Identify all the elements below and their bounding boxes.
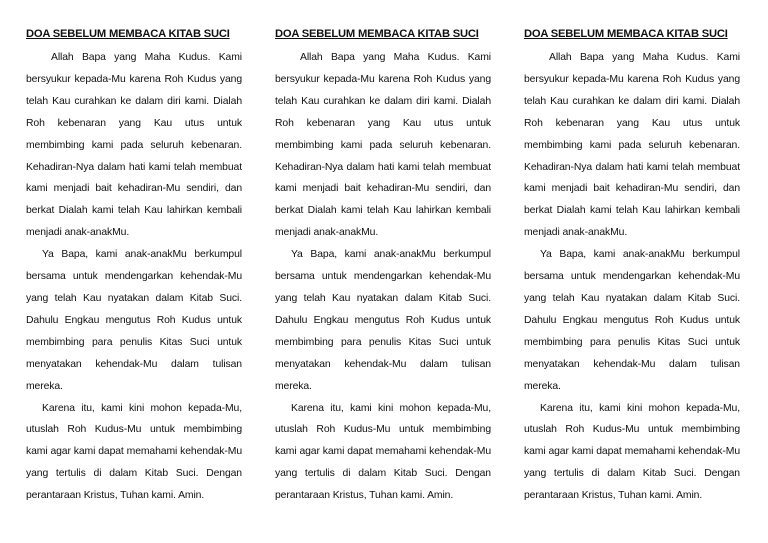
prayer-paragraph-2: Ya Bapa, kami anak-anakMu berkumpul bersama untuk mendengarkan kehendak-Mu yang telah Kau nyatakan dalam Kitab Suci. Dahulu Engkau mengutus Roh Kudus untuk membimbing para penulis Kitas Suci untuk menyatakan kehendak-Mu dalam tulisan mereka. <box>275 249 491 392</box>
prayer-title: DOA SEBELUM MEMBACA KITAB SUCI <box>524 28 728 40</box>
prayer-title: DOA SEBELUM MEMBACA KITAB SUCI <box>26 28 230 40</box>
prayer-paragraph-3: Karena itu, kami kini mohon kepada-Mu, utuslah Roh Kudus-Mu untuk membimbing kami agar kami dapat memahami kehendak-Mu yang tertulis di dalam Kitab Suci. Dengan perantaraan Kristus, Tuhan kami. Amin. <box>26 402 242 502</box>
prayer-paragraph-1: Allah Bapa yang Maha Kudus. Kami bersyukur kepada-Mu karena Roh Kudus yang telah Kau curahkan ke dalam diri kami. Dialah Roh kebenaran yang Kau utus untuk membimbing kami pada seluruh kebenaran. Kehadiran-Nya dalam hati kami telah membuat kami menjadi bait kehadiran-Mu sendiri, dan berkat Dialah kami telah Kau lahirkan kembali menjadi anak-anakMu. <box>275 52 491 239</box>
prayer-column-2 <box>275 27 491 507</box>
prayer-paragraph-3: Karena itu, kami kini mohon kepada-Mu, utuslah Roh Kudus-Mu untuk membimbing kami agar kami dapat memahami kehendak-Mu yang tertulis di dalam Kitab Suci. Dengan perantaraan Kristus, Tuhan kami. Amin. <box>275 402 491 502</box>
prayer-title: DOA SEBELUM MEMBACA KITAB SUCI <box>275 28 479 40</box>
prayer-paragraph-2: Ya Bapa, kami anak-anakMu berkumpul bersama untuk mendengarkan kehendak-Mu yang telah Kau nyatakan dalam Kitab Suci. Dahulu Engkau mengutus Roh Kudus untuk membimbing para penulis Kitas Suci untuk menyatakan kehendak-Mu dalam tulisan mereka. <box>524 249 740 392</box>
prayer-paragraph-2: Ya Bapa, kami anak-anakMu berkumpul bersama untuk mendengarkan kehendak-Mu yang telah Kau nyatakan dalam Kitab Suci. Dahulu Engkau mengutus Roh Kudus untuk membimbing para penulis Kitas Suci untuk menyatakan kehendak-Mu dalam tulisan mereka. <box>26 249 242 392</box>
prayer-paragraph-3: Karena itu, kami kini mohon kepada-Mu, utuslah Roh Kudus-Mu untuk membimbing kami agar kami dapat memahami kehendak-Mu yang tertulis di dalam Kitab Suci. Dengan perantaraan Kristus, Tuhan kami. Amin. <box>524 402 740 502</box>
prayer-column-3 <box>524 27 740 507</box>
prayer-paragraph-1: Allah Bapa yang Maha Kudus. Kami bersyukur kepada-Mu karena Roh Kudus yang telah Kau curahkan ke dalam diri kami. Dialah Roh kebenaran yang Kau utus untuk membimbing kami pada seluruh kebenaran. Kehadiran-Nya dalam hati kami telah membuat kami menjadi bait kehadiran-Mu sendiri, dan berkat Dialah kami telah Kau lahirkan kembali menjadi anak-anakMu. <box>524 52 740 239</box>
prayer-paragraph-1: Allah Bapa yang Maha Kudus. Kami bersyukur kepada-Mu karena Roh Kudus yang telah Kau curahkan ke dalam diri kami. Dialah Roh kebenaran yang Kau utus untuk membimbing kami pada seluruh kebenaran. Kehadiran-Nya dalam hati kami telah membuat kami menjadi bait kehadiran-Mu sendiri, dan berkat Dialah kami telah Kau lahirkan kembali menjadi anak-anakMu. <box>26 52 242 239</box>
prayer-column-1 <box>26 27 242 507</box>
